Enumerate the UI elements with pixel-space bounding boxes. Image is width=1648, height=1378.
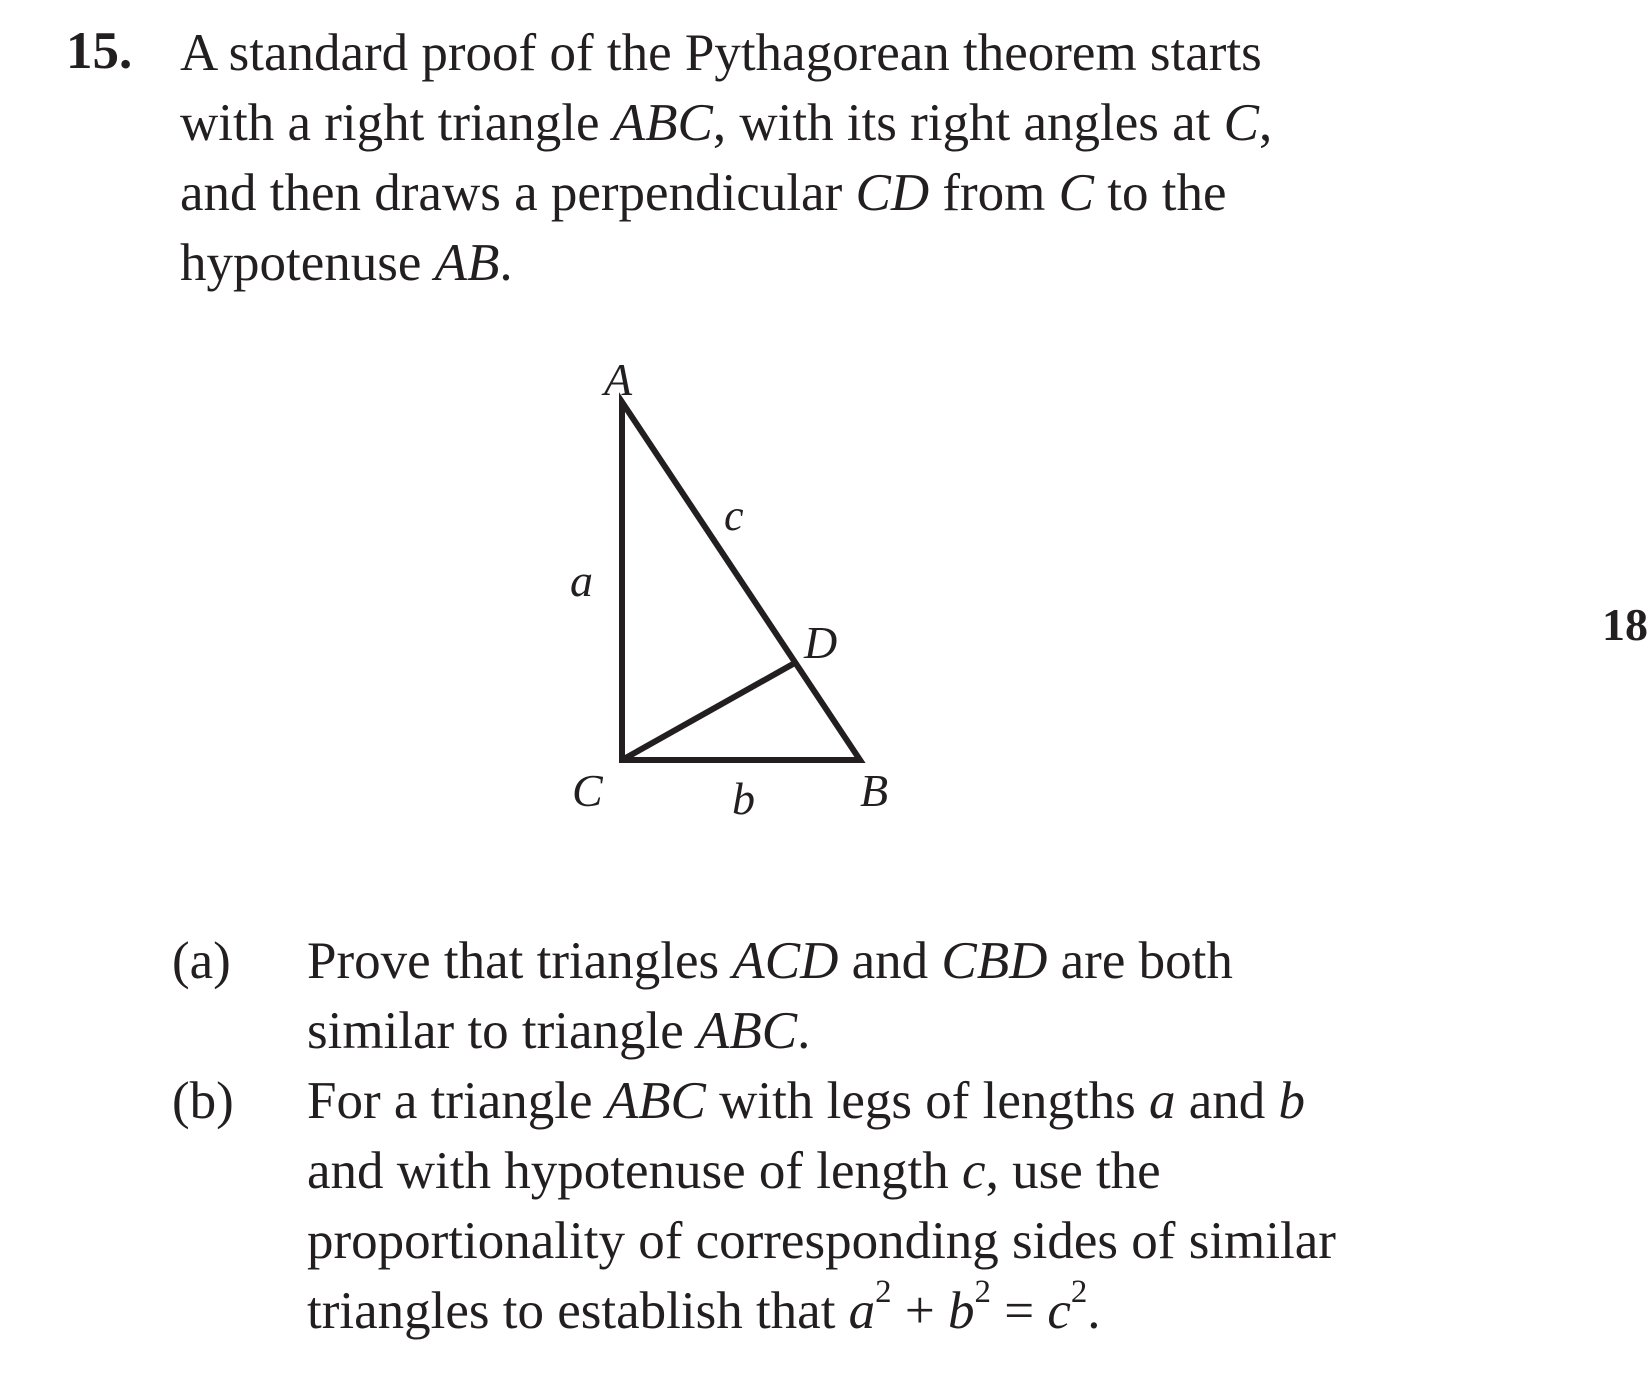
- part-b-line: [307, 1273, 1597, 1346]
- part-b-line-text: [307, 1282, 849, 1340]
- text-run: hypotenuse: [180, 234, 435, 292]
- problem-number: 15.: [66, 22, 133, 80]
- part-b-line: [307, 1206, 1597, 1276]
- text-run: from: [929, 164, 1059, 222]
- math-variable: C: [1223, 94, 1260, 152]
- vertex-label-a: A: [604, 354, 633, 405]
- vertex-label-d: D: [804, 617, 838, 668]
- part-a-line: [307, 996, 1597, 1066]
- math-variable: ACD: [732, 932, 839, 990]
- text-run: ,: [1259, 94, 1273, 152]
- part-a-label: (a): [172, 932, 231, 990]
- problem-stem: [180, 18, 1600, 298]
- text-run: proportionality of corresponding sides of similar: [307, 1212, 1336, 1270]
- math-variable: a: [1149, 1072, 1176, 1130]
- math-variable: CD: [855, 164, 930, 222]
- text-run: , use the: [985, 1142, 1161, 1200]
- text-run: to the: [1094, 164, 1227, 222]
- math-variable: ABC: [612, 94, 713, 152]
- triangle-diagram: [560, 354, 960, 880]
- equation-exponent: 2: [875, 1273, 892, 1310]
- stem-line: [180, 88, 1600, 158]
- text-run: A standard proof of the Pythagorean theorem starts: [180, 24, 1262, 82]
- text-run: For a triangle: [307, 1072, 606, 1130]
- equation-var-c: c: [1047, 1282, 1071, 1340]
- right-triangle-figure: [560, 354, 960, 880]
- pythagorean-equation: [848, 1273, 1101, 1340]
- text-run: and: [1175, 1072, 1279, 1130]
- triangle-abc: [622, 402, 860, 760]
- text-run: and then draws a perpendicular: [180, 164, 856, 222]
- equation-exponent: 2: [1070, 1273, 1088, 1310]
- equation-plus: +: [904, 1282, 935, 1340]
- text-run: and: [838, 932, 942, 990]
- part-b-line: [307, 1066, 1597, 1136]
- text-run: Prove that triangles: [307, 932, 733, 990]
- stem-line: [180, 18, 1600, 88]
- text-run: with legs of lengths: [705, 1072, 1149, 1130]
- text-run: similar to triangle: [307, 1002, 698, 1060]
- vertex-label-b: B: [860, 765, 889, 816]
- math-variable: CBD: [941, 932, 1048, 990]
- vertex-label-c: C: [572, 765, 603, 816]
- side-label-a: a: [570, 555, 593, 606]
- math-variable: c: [962, 1142, 986, 1200]
- math-variable: b: [1278, 1072, 1306, 1130]
- altitude-cd: [622, 664, 793, 760]
- math-variable: ABC: [605, 1072, 706, 1130]
- part-a-text: [307, 926, 1597, 1066]
- equation-var-b: b: [948, 1282, 975, 1340]
- math-variable: AB: [434, 234, 500, 292]
- equation-end: .: [1087, 1282, 1101, 1340]
- text-run: , with its right angles at: [712, 94, 1224, 152]
- math-variable: C: [1058, 164, 1094, 222]
- text-run: with a right triangle: [180, 94, 613, 152]
- equation-var-a: a: [848, 1282, 876, 1340]
- part-a-line: [307, 926, 1597, 996]
- part-b-line: [307, 1136, 1597, 1206]
- text-run: .: [499, 234, 513, 292]
- margin-page-number: 18: [1602, 599, 1648, 650]
- text-run: .: [797, 1002, 811, 1060]
- stem-line: [180, 158, 1600, 228]
- text-run: triangles to establish that: [307, 1282, 849, 1340]
- side-label-c: c: [724, 491, 744, 540]
- math-variable: ABC: [697, 1002, 798, 1060]
- side-label-b: b: [732, 773, 755, 824]
- equation-equals: =: [1004, 1282, 1035, 1340]
- text-run: are both: [1047, 932, 1233, 990]
- part-b-text: [307, 1066, 1597, 1346]
- equation-exponent: 2: [974, 1273, 991, 1310]
- text-run: and with hypotenuse of length: [307, 1142, 963, 1200]
- part-b-label: (b): [172, 1072, 234, 1130]
- stem-line: [180, 228, 1600, 298]
